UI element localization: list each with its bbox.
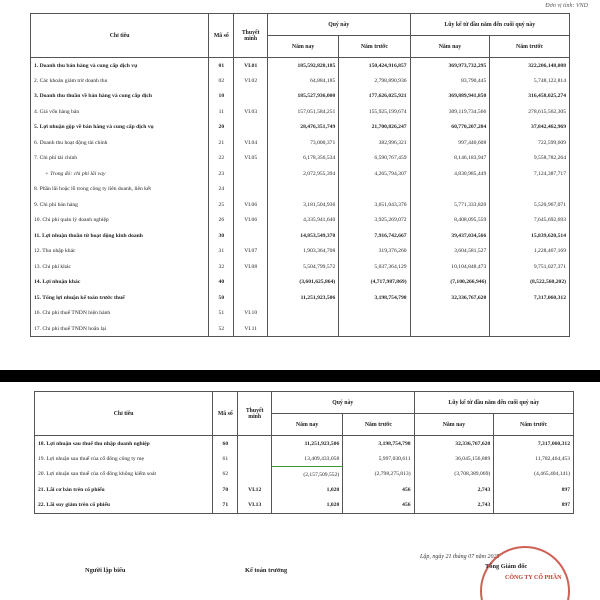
table-row: [35, 482, 574, 498]
row-ytd-current: 32,336,767,620: [414, 436, 494, 452]
row-ytd-previous: 1,228,467,169: [490, 244, 570, 260]
row-ytd-current: 4,830,985,449: [410, 166, 490, 182]
row-code: 40: [209, 275, 234, 291]
row-note: VI.11: [234, 321, 268, 337]
table2-body: [35, 436, 574, 514]
row-note: [234, 275, 268, 291]
row-label: 5. Lợi nhuận gộp về bán hàng và cung cấp dịch vụ: [31, 120, 209, 136]
row-quarter-current: [267, 182, 338, 198]
row-ytd-previous: 278,615,562,305: [490, 104, 570, 120]
row-note: [234, 89, 268, 105]
table-row: [31, 73, 570, 89]
row-label: 13. Chi phí khác: [31, 259, 209, 275]
row-note: VI.07: [234, 244, 268, 260]
header-nam-nay: Năm nay: [267, 36, 338, 58]
row-label: 2. Các khoản giảm trừ doanh thu: [31, 73, 209, 89]
row-ytd-previous: 316,458,025,274: [490, 89, 570, 105]
row-note: [234, 120, 268, 136]
table-row: [31, 58, 570, 74]
row-quarter-previous: [339, 306, 410, 322]
row-quarter-previous: 4,265,794,307: [339, 166, 410, 182]
row-ytd-previous: 7,124,387,717: [490, 166, 570, 182]
director-signature-label: Tổng Giám đốc: [485, 563, 528, 570]
header-luy-ke: Lũy kế từ đầu năm đến cuối quý này: [414, 392, 573, 414]
row-code: 11: [209, 104, 234, 120]
row-quarter-current: 5,504,799,572: [267, 259, 338, 275]
row-quarter-previous: [339, 182, 410, 198]
row-label: 16. Chi phí thuế TNDN hiện hành: [31, 306, 209, 322]
row-label: 9. Chi phí bán hàng: [31, 197, 209, 213]
row-ytd-current: (7,100,266,946): [410, 275, 490, 291]
row-quarter-current: 14,853,549,370: [267, 228, 338, 244]
row-code: 02: [209, 73, 234, 89]
header-nam-truoc: Năm trước: [343, 414, 414, 436]
row-label: + Trong đó: chi phí lãi vay: [31, 166, 209, 182]
row-label: 7. Chi phí tài chính: [31, 151, 209, 167]
row-ytd-previous: 15,839,620,514: [490, 228, 570, 244]
row-code: 10: [209, 89, 234, 105]
table-row: [35, 467, 574, 483]
row-ytd-previous: 9,751,027,371: [490, 259, 570, 275]
row-quarter-current: 13,409,433,058: [271, 451, 342, 467]
table1-body: [31, 58, 570, 337]
row-note: VI.04: [234, 135, 268, 151]
table-row: [31, 120, 570, 136]
header-ma-so: Mã số: [209, 14, 234, 58]
row-note: [238, 467, 272, 483]
row-quarter-previous: 3,925,269,072: [339, 213, 410, 229]
row-code: 25: [209, 197, 234, 213]
row-label: 11. Lợi nhuận thuần từ hoạt động kinh doanh: [31, 228, 209, 244]
row-code: 61: [213, 451, 238, 467]
row-note: [234, 290, 268, 306]
table-row: [31, 306, 570, 322]
row-code: 20: [209, 120, 234, 136]
header-thuyet-minh: Thuyết minh: [238, 392, 272, 436]
row-ytd-current: 309,119,734,566: [410, 104, 490, 120]
header-nam-truoc: Năm trước: [494, 414, 574, 436]
row-label: 10. Chi phí quản lý doanh nghiệp: [31, 213, 209, 229]
row-ytd-previous: (8,522,560,202): [490, 275, 570, 291]
header-nam-nay: Năm nay: [271, 414, 342, 436]
row-code: 71: [213, 498, 238, 514]
row-label: 12. Thu nhập khác: [31, 244, 209, 260]
table-row: [35, 451, 574, 467]
row-label: 1. Doanh thu bán hàng và cung cấp dịch vụ: [31, 58, 209, 74]
row-ytd-current: 2,743: [414, 482, 494, 498]
row-code: 23: [209, 166, 234, 182]
row-ytd-current: 83,790,445: [410, 73, 490, 89]
row-note: VI.06: [234, 213, 268, 229]
table-row: [31, 166, 570, 182]
section-divider: [0, 370, 600, 382]
row-ytd-current: 3,604,581,527: [410, 244, 490, 260]
row-quarter-current: 4,335,941,640: [267, 213, 338, 229]
row-ytd-previous: [490, 182, 570, 198]
row-quarter-previous: 7,916,742,667: [339, 228, 410, 244]
row-quarter-previous: [339, 321, 410, 337]
row-quarter-previous: 5,997,030,611: [343, 451, 414, 467]
row-label: 15. Tổng lợi nhuận kế toán trước thuế: [31, 290, 209, 306]
row-label: 18. Lợi nhuận sau thuế thu nhập doanh nghiệp: [35, 436, 213, 452]
header-quy-nay: Quý này: [271, 392, 414, 414]
row-label: 19. Lợi nhuận sau thuế của cổ đông công ty mẹ: [35, 451, 213, 467]
table-row: [31, 259, 570, 275]
row-quarter-previous: 3,198,754,798: [339, 290, 410, 306]
row-code: 62: [213, 467, 238, 483]
row-ytd-current: [410, 321, 490, 337]
row-quarter-previous: 155,925,199,674: [339, 104, 410, 120]
row-ytd-previous: [490, 321, 570, 337]
header-chi-tieu: Chỉ tiêu: [31, 14, 209, 58]
row-code: 01: [209, 58, 234, 74]
row-quarter-current: 73,000,371: [267, 135, 338, 151]
table-row: [31, 182, 570, 198]
row-quarter-current: 1,020: [271, 498, 342, 514]
row-quarter-current: 1,020: [271, 482, 342, 498]
row-code: 26: [209, 213, 234, 229]
table-row: [31, 135, 570, 151]
row-quarter-current: [267, 321, 338, 337]
row-note: [238, 436, 272, 452]
table-row: [35, 436, 574, 452]
signing-date: Lập, ngày 21 tháng 07 năm 2025: [420, 554, 500, 560]
row-note: VI.10: [234, 306, 268, 322]
row-quarter-current: (2,157,509,552): [271, 467, 342, 483]
row-quarter-previous: 2,798,890,936: [339, 73, 410, 89]
row-note: [234, 166, 268, 182]
row-quarter-previous: 21,700,826,247: [339, 120, 410, 136]
row-code: 60: [213, 436, 238, 452]
header-nam-truoc: Năm trước: [339, 36, 410, 58]
row-note: [234, 182, 268, 198]
row-quarter-previous: 456: [343, 498, 414, 514]
row-note: VI.01: [234, 58, 268, 74]
row-quarter-current: 2,072,955,394: [267, 166, 338, 182]
row-ytd-previous: 897: [494, 498, 574, 514]
row-quarter-current: 185,527,936,000: [267, 89, 338, 105]
row-ytd-previous: 37,842,462,969: [490, 120, 570, 136]
row-quarter-current: 11,251,923,506: [267, 290, 338, 306]
row-ytd-current: 2,743: [414, 498, 494, 514]
row-ytd-previous: 9,558,782,264: [490, 151, 570, 167]
table-row: [31, 228, 570, 244]
table-row: [31, 89, 570, 105]
row-ytd-previous: 7,317,060,312: [490, 290, 570, 306]
header-nam-nay: Năm nay: [410, 36, 490, 58]
row-label: 20. Lợi nhuận sau thuế của cổ đông không kiểm soát: [35, 467, 213, 483]
table-row: [31, 104, 570, 120]
row-note: VI.13: [238, 498, 272, 514]
table-row: [31, 321, 570, 337]
row-code: 50: [209, 290, 234, 306]
row-ytd-current: [410, 306, 490, 322]
row-note: VI.03: [234, 104, 268, 120]
row-quarter-previous: 456: [343, 482, 414, 498]
row-note: VI.05: [234, 151, 268, 167]
row-quarter-previous: 177,626,025,921: [339, 89, 410, 105]
row-quarter-previous: 319,376,260: [339, 244, 410, 260]
table-row: [31, 275, 570, 291]
row-quarter-previous: 382,996,321: [339, 135, 410, 151]
unit-note: Đơn vị tính: VND: [545, 3, 588, 9]
row-note: VI.06: [234, 197, 268, 213]
income-statement-table-part2: [34, 391, 574, 514]
row-note: VI.02: [234, 73, 268, 89]
row-code: 70: [213, 482, 238, 498]
row-ytd-current: 10,104,848,473: [410, 259, 490, 275]
row-quarter-current: 1,903,364,708: [267, 244, 338, 260]
row-ytd-current: [410, 182, 490, 198]
chief-accountant-signature-label: Kế toán trưởng: [245, 567, 288, 574]
row-code: 22: [209, 151, 234, 167]
row-note: VI.08: [234, 259, 268, 275]
row-quarter-previous: 6,590,767,459: [339, 151, 410, 167]
income-statement-table-part1: [30, 13, 570, 337]
row-note: [234, 228, 268, 244]
header-quy-nay: Quý này: [267, 14, 410, 36]
header-luy-ke: Lũy kế từ đầu năm đến cuối quý này: [410, 14, 569, 36]
table-row: [35, 498, 574, 514]
row-ytd-previous: [490, 306, 570, 322]
row-quarter-current: 28,476,351,749: [267, 120, 338, 136]
row-label: 17. Chi phí thuế TNDN hoãn lại: [31, 321, 209, 337]
row-code: 24: [209, 182, 234, 198]
row-ytd-previous: 722,599,609: [490, 135, 570, 151]
row-note: [238, 451, 272, 467]
row-label: 6. Doanh thu hoạt động tài chính: [31, 135, 209, 151]
row-ytd-previous: 5,748,122,814: [490, 73, 570, 89]
row-code: 32: [209, 259, 234, 275]
row-quarter-current: 185,592,820,185: [267, 58, 338, 74]
row-quarter-current: (3,601,625,864): [267, 275, 338, 291]
row-ytd-current: 8,146,183,947: [410, 151, 490, 167]
row-ytd-current: 36,045,156,889: [414, 451, 494, 467]
row-label: 8. Phần lãi hoặc lỗ trong công ty liên doanh, liên kết: [31, 182, 209, 198]
table-row: [31, 244, 570, 260]
row-ytd-current: 997,440,608: [410, 135, 490, 151]
row-code: 31: [209, 244, 234, 260]
header-chi-tieu: Chỉ tiêu: [35, 392, 213, 436]
row-ytd-previous: 5,520,967,071: [490, 197, 570, 213]
row-quarter-previous: 3,198,754,798: [343, 436, 414, 452]
table-row: [31, 151, 570, 167]
row-label: 3. Doanh thu thuần về bán hàng và cung cấp dịch: [31, 89, 209, 105]
row-ytd-current: 5,771,333,820: [410, 197, 490, 213]
row-quarter-current: [267, 306, 338, 322]
row-label: 21. Lãi cơ bản trên cổ phiếu: [35, 482, 213, 498]
table-row: [31, 290, 570, 306]
company-stamp-text: CÔNG TY CỔ PHẦN: [505, 575, 562, 581]
row-ytd-current: 32,336,767,620: [410, 290, 490, 306]
row-ytd-current: (3,708,389,069): [414, 467, 494, 483]
row-label: 22. Lãi suy giảm trên cổ phiếu: [35, 498, 213, 514]
row-ytd-previous: 897: [494, 482, 574, 498]
header-ma-so: Mã số: [213, 392, 238, 436]
row-quarter-current: 6,178,356,534: [267, 151, 338, 167]
row-quarter-previous: (4,717,987,869): [339, 275, 410, 291]
row-ytd-previous: (4,465,404,141): [494, 467, 574, 483]
row-ytd-current: 39,437,034,566: [410, 228, 490, 244]
header-nam-truoc: Năm trước: [490, 36, 570, 58]
row-quarter-previous: 5,037,364,129: [339, 259, 410, 275]
row-ytd-current: 369,973,732,295: [410, 58, 490, 74]
row-note: VI.12: [238, 482, 272, 498]
row-ytd-current: 8,408,095,559: [410, 213, 490, 229]
row-code: 30: [209, 228, 234, 244]
row-quarter-previous: (2,798,275,813): [343, 467, 414, 483]
row-quarter-current: 64,884,185: [267, 73, 338, 89]
preparer-signature-label: Người lập biểu: [85, 567, 126, 574]
row-ytd-current: 60,770,207,284: [410, 120, 490, 136]
table-row: [31, 197, 570, 213]
row-quarter-current: 3,181,504,936: [267, 197, 338, 213]
row-label: 14. Lợi nhuận khác: [31, 275, 209, 291]
row-quarter-previous: 150,424,916,857: [339, 58, 410, 74]
row-code: 51: [209, 306, 234, 322]
header-thuyet-minh: Thuyết minh: [234, 14, 268, 58]
row-ytd-previous: 322,206,148,088: [490, 58, 570, 74]
row-ytd-previous: 11,782,464,453: [494, 451, 574, 467]
row-quarter-current: 157,051,584,251: [267, 104, 338, 120]
row-code: 21: [209, 135, 234, 151]
table-row: [31, 213, 570, 229]
row-quarter-previous: 3,651,043,370: [339, 197, 410, 213]
row-label: 4. Giá vốn hàng bán: [31, 104, 209, 120]
row-ytd-current: 369,889,941,850: [410, 89, 490, 105]
row-code: 52: [209, 321, 234, 337]
header-nam-nay: Năm nay: [414, 414, 494, 436]
row-ytd-previous: 7,317,060,312: [494, 436, 574, 452]
row-quarter-current: 11,251,923,506: [271, 436, 342, 452]
row-ytd-previous: 7,645,692,693: [490, 213, 570, 229]
